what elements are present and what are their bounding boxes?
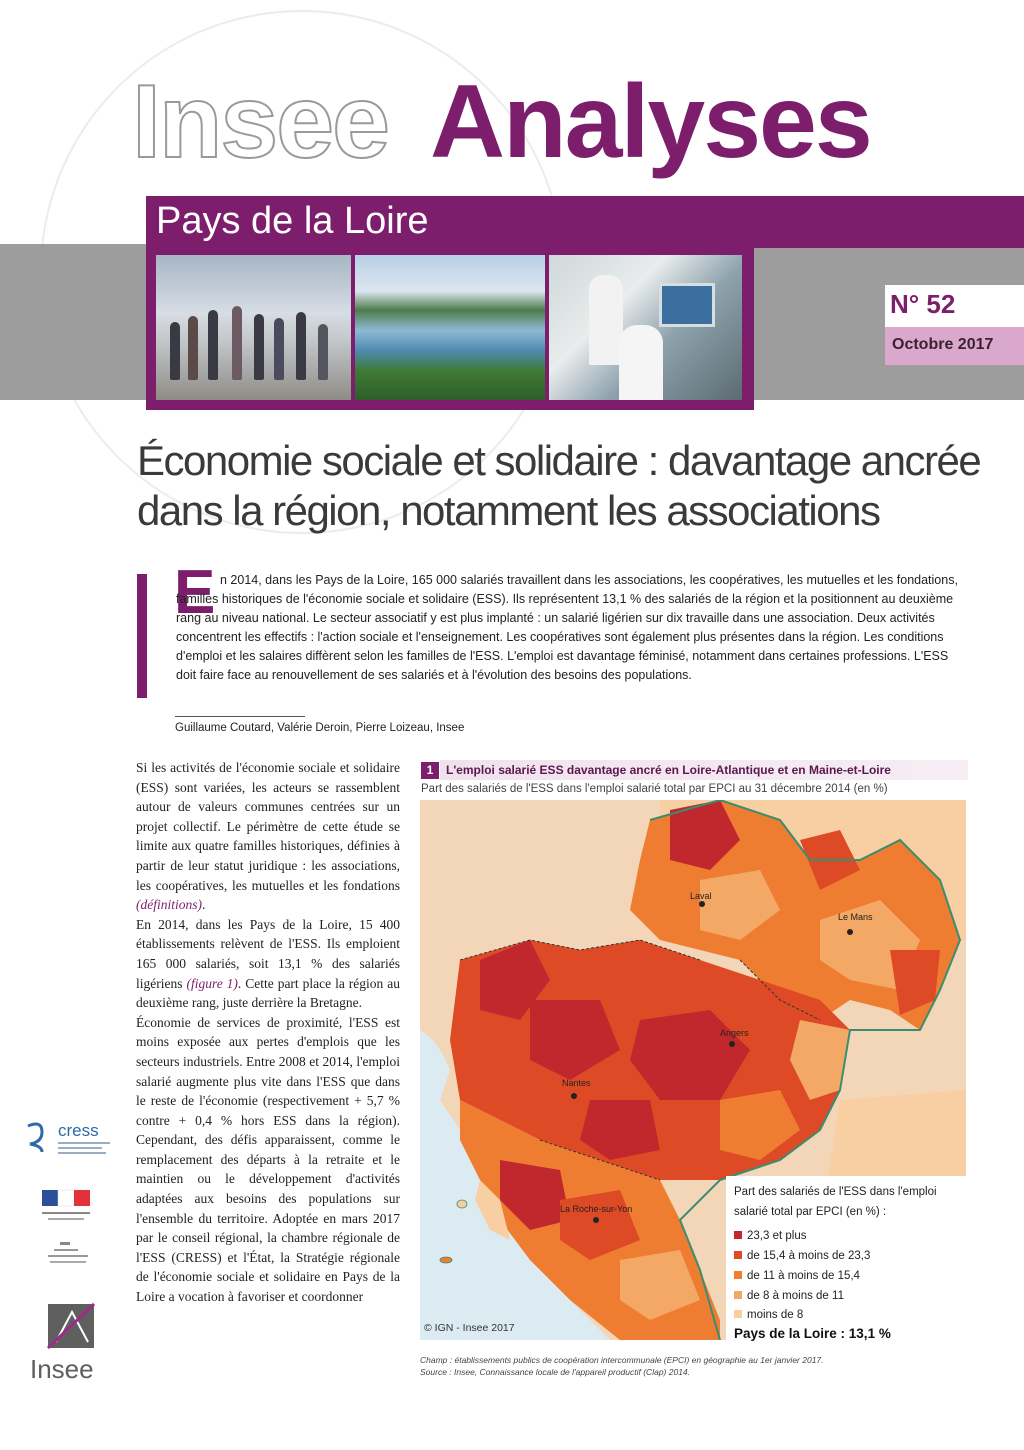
legend-item: [734, 1230, 806, 1242]
island-yeu: [440, 1257, 452, 1263]
body-paragraph: Économie de services de proximité, l'ESS est moins exposée aux pertes d'emplois que les secteurs industriels. Entre 2008 et 2014, l'emploi salarié augmente plus vite dans l'ESS que dans le reste de l'économie (respectivement + 5,7 % contre + 0,4 % hors ESS dans la région). Cependant, des défis apparaissent, comme le remplacement des départs à la retraite et le maintien ou le développement d'activités adaptées aux besoins des populations sur l'ensemble du territoire. Adoptée en mars 2017 par le conseil régional, la chambre régionale de l'ESS (CRESS) et l'État, la Stratégie régionale de l'économie sociale et solidaire en Pays de la Loire a vocation à favoriser et coordonner: [136, 1014, 400, 1305]
city-dot-nantes: [571, 1093, 577, 1099]
city-dot-la-roche-sur-yon: [593, 1217, 599, 1223]
island-noirmoutier: [457, 1200, 467, 1208]
body-paragraph: [136, 758, 400, 915]
photo-pedestrians: [156, 255, 351, 400]
city-label-angers: Angers: [720, 1028, 749, 1038]
republique-francaise-logo: [40, 1188, 96, 1228]
figure-link[interactable]: (figure 1): [186, 975, 238, 991]
figure-title: L'emploi salarié ESS davantage ancré en Loire-Atlantique et en Maine-et-Loire: [446, 763, 891, 777]
city-label-le-mans: Le Mans: [838, 912, 873, 922]
legend-item: [734, 1309, 803, 1321]
city-label-la-roche-sur-yon: La Roche-sur-Yon: [560, 1204, 633, 1214]
legend-swatch: [734, 1231, 742, 1239]
intro-paragraph: n 2014, dans les Pays de la Loire, 165 000 salariés travaillent dans les associations, les coopératives, les mutuelles et les fondations, familles historiques de l'économie sociale et solidaire (ESS). Ils représentent 13,1 % des salariés de la région et la positionnent au deuxième rang au niveau national. Le secteur associatif y est plus implanté : un salarié ligérien sur dix travaille dans une association. Deux activités concentrent les effectifs : l'action sociale et l'enseignement. Les coopératives sont également plus présentes dans la région. Les conditions d'emploi et les salaires diffèrent selon les familles de l'ESS. L'emploi est davantage féminisé, notamment dans certaines professions. L'ESS doit faire face au renouvellement de ses salariés et à l'évolution des besoins des populations.: [176, 573, 958, 682]
legend-label: moins de 8: [747, 1309, 804, 1321]
region-name: Pays de la Loire: [156, 200, 429, 242]
cress-logo-text: cress: [58, 1121, 99, 1140]
body-text: .: [202, 897, 206, 913]
legend-swatch: [734, 1310, 742, 1318]
legend-label: 23,3 et plus: [747, 1230, 807, 1242]
city-label-laval: Laval: [690, 891, 712, 901]
authors-rule: [175, 716, 305, 717]
legend-item: [734, 1270, 860, 1282]
insee-logo-text: Insee: [30, 1354, 94, 1382]
legend-swatch: [734, 1251, 742, 1259]
legend-item: [734, 1250, 870, 1262]
intro-dropcap: E: [174, 558, 216, 627]
legend-label: de 15,4 à moins de 23,3: [747, 1250, 871, 1262]
legend-swatch: [734, 1291, 742, 1299]
map-copyright: © IGN - Insee 2017: [424, 1322, 515, 1334]
legend-label: de 11 à moins de 15,4: [747, 1270, 860, 1282]
insee-logo: [30, 1302, 110, 1382]
logo-analyses-word: Analyses: [430, 64, 871, 180]
intro-accent-bar: [137, 574, 147, 698]
definitions-link[interactable]: (définitions): [136, 897, 202, 913]
photo-river-landscape: [355, 255, 545, 400]
article-title: Économie sociale et solidaire : davantage ancrée dans la région, notamment les associations: [137, 437, 981, 534]
logo-insee-word: Insee: [132, 64, 388, 180]
figure-number: 1: [421, 762, 439, 779]
body-column: [136, 758, 400, 1307]
figure-source-notes: [420, 1354, 980, 1378]
legend-swatch: [734, 1271, 742, 1279]
issue-date: Octobre 2017: [892, 336, 994, 353]
ministry-logo: [40, 1240, 96, 1266]
body-paragraph: [136, 915, 400, 1013]
legend-title: Part des salariés de l'ESS dans l'emploi salarié total par EPCI (en %) :: [734, 1186, 937, 1218]
city-dot-angers: [729, 1041, 735, 1047]
body-text: Si les activités de l'économie sociale et solidaire (ESS) sont variées, les acteurs se rassemblent autour de valeurs communes centrées sur un projet collectif. Le périmètre de cette étude se limite aux quatre familles historiques, définies à partir de leur statut juridique : les associations, les coopératives, les mutuelles et les fondations: [136, 760, 400, 893]
cress-logo: [20, 1118, 130, 1158]
photo-laboratory: [549, 255, 742, 400]
figure-source-note: Source : Insee, Connaissance locale de l'appareil productif (Clap) 2014.: [420, 1367, 691, 1377]
authors: Guillaume Coutard, Valérie Deroin, Pierre Loizeau, Insee: [175, 722, 465, 734]
city-label-nantes: Nantes: [562, 1078, 591, 1088]
legend-item: [734, 1290, 844, 1302]
figure-scope-note: Champ : établissements publics de coopération intercommunale (EPCI) en géographie au 1er janvier 2017.: [420, 1355, 824, 1365]
legend-region-total: Pays de la Loire : 13,1 %: [734, 1326, 891, 1341]
body-text: . Cette part place la région au deuxième rang, juste derrière la Bretagne.: [136, 975, 400, 1011]
figure-subtitle: Part des salariés de l'ESS dans l'emploi salarié total par EPCI au 31 décembre 2014 (en %): [421, 783, 888, 795]
issue-number: N° 52: [890, 289, 956, 319]
city-dot-le-mans: [847, 929, 853, 935]
legend-label: de 8 à moins de 11: [747, 1290, 844, 1302]
city-dot-laval: [699, 901, 705, 907]
body-text: En 2014, dans les Pays de la Loire, 15 400 établissements relèvent de l'ESS. Ils emploient 165 000 salariés, soit 13,1 % des salariés ligériens: [136, 916, 400, 991]
